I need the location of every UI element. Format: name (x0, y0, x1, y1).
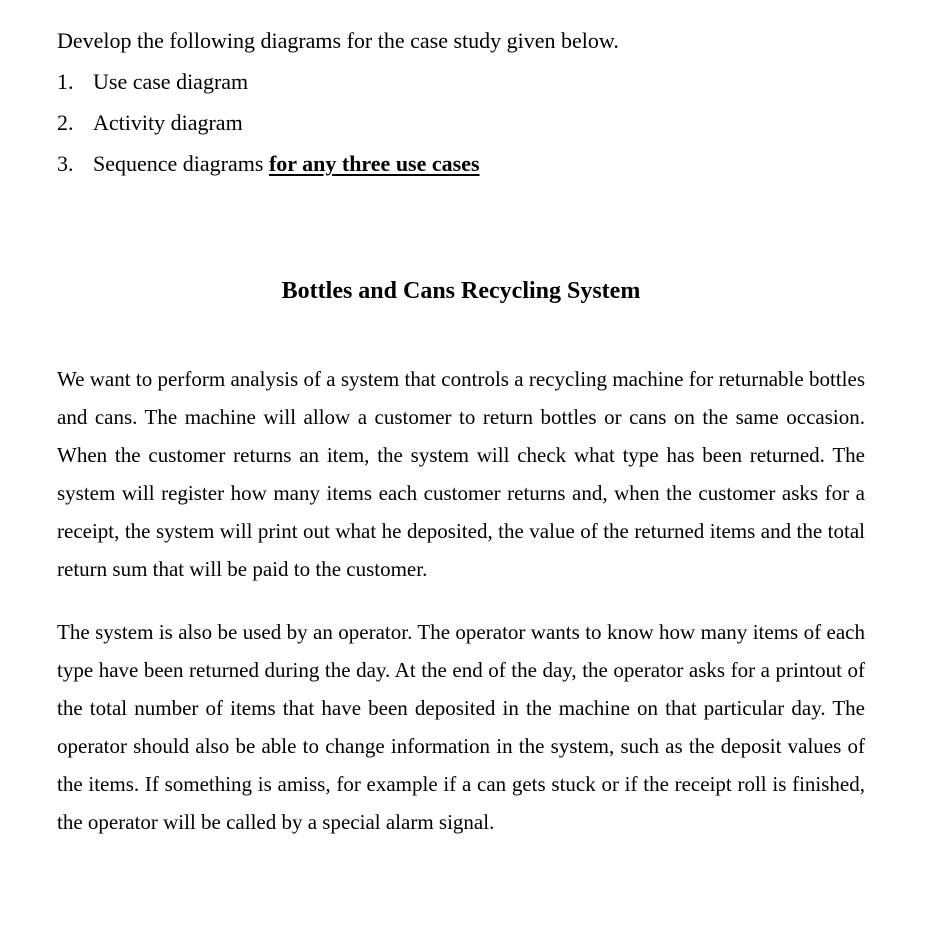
intro-text: Develop the following diagrams for the case study given below. (57, 28, 619, 53)
task-text: Use case diagram (93, 69, 249, 94)
paragraph-customer: We want to perform analysis of a system that controls a recycling machine for returnable bottles and cans. The machine will allow a customer to return bottles or cans on the same occasion. When the customer returns an item, the system will check what type has been returned. The system will register how many items each customer returns and, when the customer asks for a receipt, the system will print out what he deposited, the value of the returned items and the total return sum that will be paid to the customer. (57, 367, 865, 581)
task-number: 3. (57, 151, 74, 176)
task-list (57, 68, 480, 191)
paragraph-operator: The system is also be used by an operator. The operator wants to know how many items of each type have been returned during the day. At the end of the day, the operator asks for a printout of the total number of items that have been deposited in the machine on that particular day. The operator should also be able to change information in the system, such as the deposit values of the items. If something is amiss, for example if a can gets stuck or if the receipt roll is finished, the operator will be called by a special alarm signal. (57, 620, 865, 834)
task-item-use-case (57, 68, 480, 109)
task-text: Sequence diagrams (93, 151, 269, 176)
case-study-title: Bottles and Cans Recycling System (281, 278, 641, 304)
task-emphasis: for any three use cases (268, 151, 480, 176)
task-item-activity (57, 109, 480, 150)
task-text: Activity diagram (93, 110, 243, 135)
task-item-sequence (57, 150, 480, 191)
task-number: 2. (57, 110, 74, 135)
task-number: 1. (57, 69, 74, 94)
